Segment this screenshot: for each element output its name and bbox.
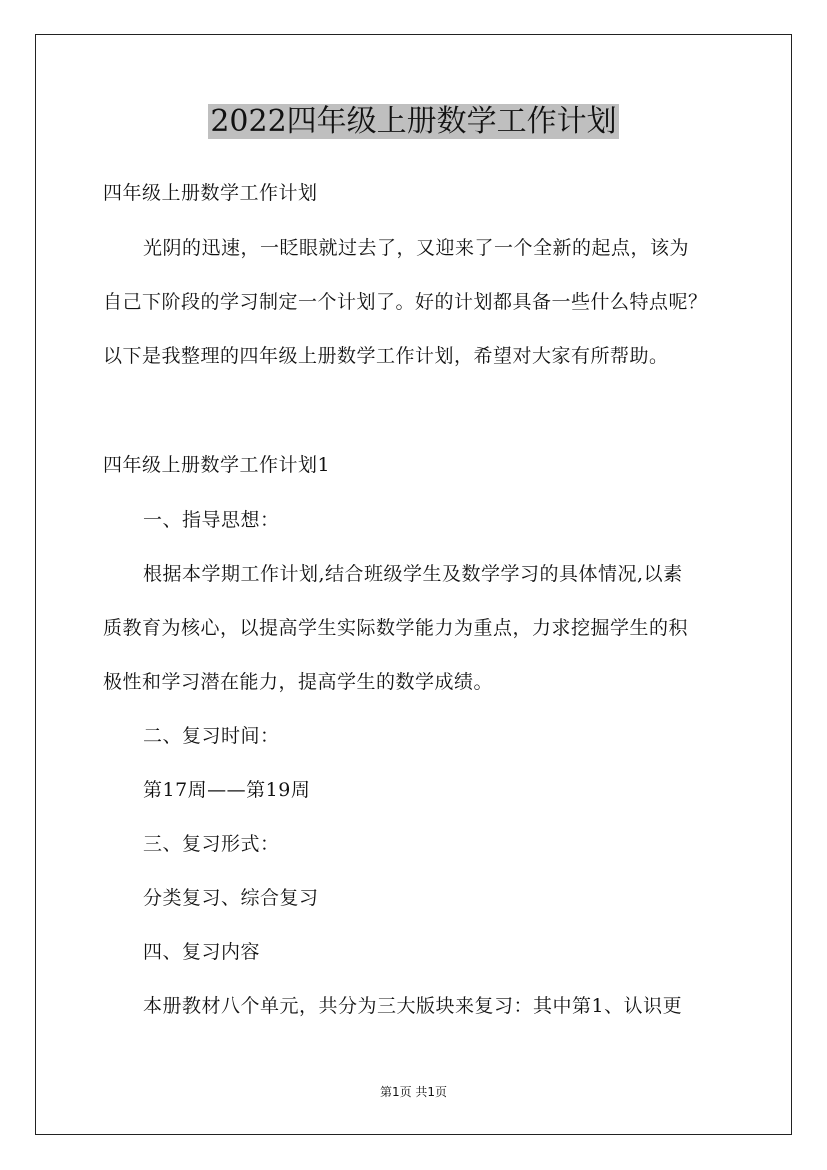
intro-line-2: 自己下阶段的学习制定一个计划了。好的计划都具备一些什么特点呢？	[103, 291, 708, 313]
heading-review-content: 四、复习内容	[143, 941, 261, 963]
intro-line-3: 以下是我整理的四年级上册数学工作计划，希望对大家有所帮助。	[103, 345, 669, 367]
heading-review-form: 三、复习形式：	[143, 833, 280, 855]
document-title-text: 2022四年级上册数学工作计划	[210, 104, 617, 139]
section-heading: 四年级上册数学工作计划1	[103, 454, 331, 476]
review-time-text: 第17周——第19周	[143, 779, 311, 801]
heading-review-time: 二、复习时间：	[143, 725, 280, 747]
intro-line-1: 光阴的迅速，一眨眼就过去了，又迎来了一个全新的起点，该为	[143, 237, 690, 259]
paragraph-1-line-3: 极性和学习潜在能力，提高学生的数学成绩。	[103, 671, 494, 693]
review-form-text: 分类复习、综合复习	[143, 887, 319, 909]
page-footer: 第1页 共1页	[379, 1085, 448, 1099]
document-title	[0, 102, 827, 142]
paragraph-1-line-2: 质教育为核心，以提高学生实际数学能力为重点，力求挖掘学生的积	[103, 617, 689, 639]
review-content-text: 本册教材八个单元，共分为三大版块来复习：其中第1、认识更	[143, 995, 683, 1017]
heading-guiding-thought: 一、指导思想：	[143, 509, 280, 531]
paragraph-1-line-1: 根据本学期工作计划,结合班级学生及数学学习的具体情况,以素	[143, 563, 683, 585]
document-subtitle: 四年级上册数学工作计划	[103, 182, 318, 204]
